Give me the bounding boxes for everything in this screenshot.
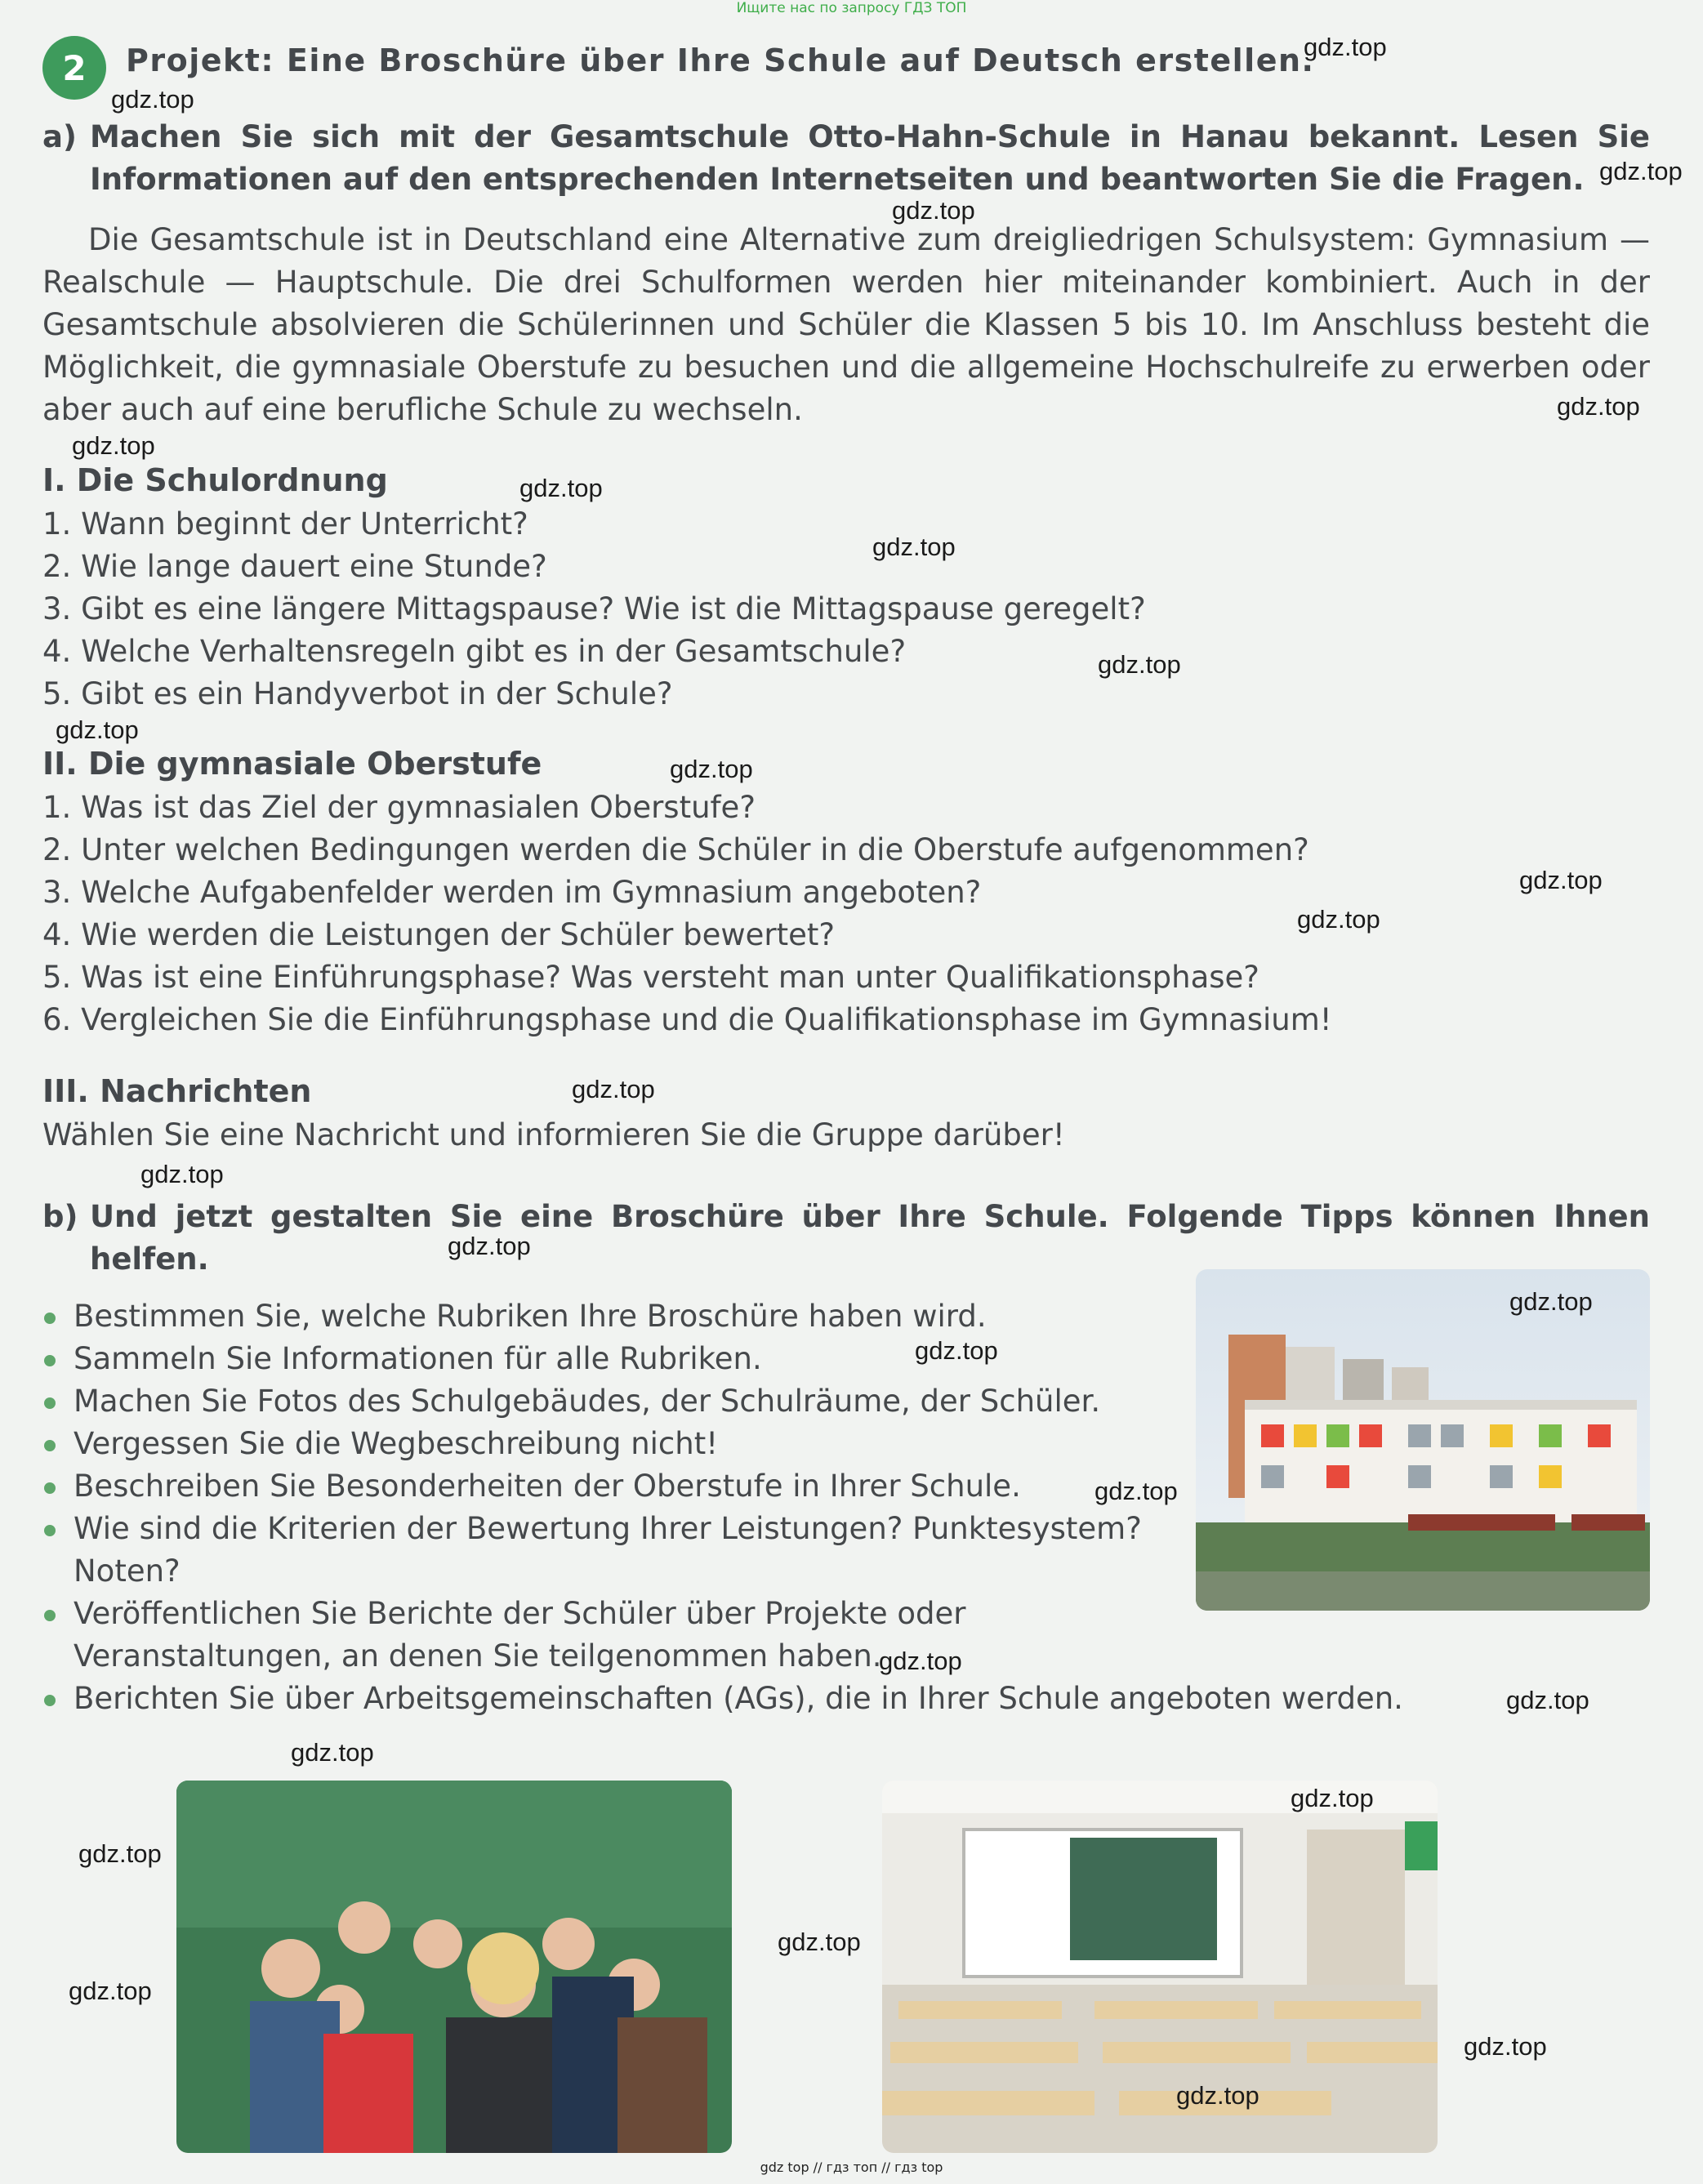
watermark: gdz.top bbox=[111, 85, 194, 114]
question-1-2: 2. Wie lange dauert eine Stunde? bbox=[42, 549, 547, 584]
intro-text: Die Gesamtschule ist in Deutschland eine Alternative zum dreigliedrigen Schulsystem: Gymnasium — Realschule — Hauptschule. Die drei Schulformen werden hier miteinander kombiniert. Auch in der Gesamtschule absolvieren die Schülerinnen und Schüler die Klassen 5 bis 10. Im Anschluss besteht die Möglichkeit, die gymnasiale Oberstufe zu besuchen und die allgemeine Hochschulreife zu erwerben oder aber auch auf eine berufliche Schule zu wechseln. bbox=[42, 222, 1650, 427]
task-a-label: a) bbox=[42, 119, 77, 154]
question-1-5: 5. Gibt es ein Handyverbot in der Schule? bbox=[42, 676, 673, 711]
watermark: gdz.top bbox=[1519, 866, 1603, 894]
task-b bbox=[42, 1196, 1650, 1281]
watermark: gdz.top bbox=[1098, 650, 1181, 679]
tip-item: Bestimmen Sie, welche Rubriken Ihre Broschüre haben wird. bbox=[42, 1295, 1145, 1338]
top-banner[interactable]: Ищите нас по запросу ГДЗ ТОП bbox=[736, 0, 967, 16]
watermark: gdz.top bbox=[915, 1336, 998, 1365]
section-heading-schulordnung: I. Die Schulordnung bbox=[42, 462, 388, 498]
section-heading-oberstufe: II. Die gymnasiale Oberstufe bbox=[42, 746, 542, 782]
watermark: gdz.top bbox=[69, 1977, 152, 2005]
watermark: gdz.top bbox=[778, 1928, 861, 1956]
question-2-6: 6. Vergleichen Sie die Einführungsphase und die Qualifikationsphase im Gymnasium! bbox=[42, 1002, 1332, 1037]
intro-paragraph bbox=[42, 219, 1650, 431]
watermark: gdz.top bbox=[72, 431, 155, 460]
watermark: gdz.top bbox=[1464, 2032, 1547, 2061]
watermark: gdz.top bbox=[670, 755, 753, 783]
watermark: gdz.top bbox=[519, 474, 603, 502]
watermark: gdz.top bbox=[872, 533, 956, 561]
question-2-4: 4. Wie werden die Leistungen der Schüler bewertet? bbox=[42, 917, 836, 952]
watermark: gdz.top bbox=[1304, 33, 1387, 61]
tip-item: Veröffentlichen Sie Berichte der Schüler über Projekte oder Veranstaltungen, an denen Sie teilgenommen haben. bbox=[42, 1593, 1145, 1678]
watermark: gdz.top bbox=[1176, 2081, 1259, 2110]
watermark: gdz.top bbox=[892, 196, 975, 225]
watermark: gdz.top bbox=[1557, 392, 1640, 421]
task-b-text: Und jetzt gestalten Sie eine Broschüre über Ihre Schule. Folgende Tipps können Ihnen helfen. bbox=[90, 1199, 1650, 1277]
tip-item: Berichten Sie über Arbeitsgemeinschaften (AGs), die in Ihrer Schule angeboten werden. bbox=[42, 1678, 1681, 1720]
task-b-label: b) bbox=[42, 1199, 78, 1234]
tip-item: Machen Sie Fotos des Schulgebäudes, der Schulräume, der Schüler. bbox=[42, 1380, 1145, 1423]
watermark: gdz.top bbox=[1297, 905, 1380, 934]
question-2-3: 3. Welche Aufgabenfelder werden im Gymnasium angeboten? bbox=[42, 875, 982, 910]
tip-item: Vergessen Sie die Wegbeschreibung nicht! bbox=[42, 1423, 1145, 1465]
tip-item: Wie sind die Kriterien der Bewertung Ihrer Leistungen? Punktesystem? Noten? bbox=[42, 1508, 1145, 1593]
watermark: gdz.top bbox=[291, 1738, 374, 1767]
exercise-number-badge: 2 bbox=[42, 36, 106, 100]
question-1-1: 1. Wann beginnt der Unterricht? bbox=[42, 506, 528, 542]
exercise-title: Projekt: Eine Broschüre über Ihre Schule auf Deutsch erstellen. bbox=[126, 42, 1315, 78]
watermark: gdz.top bbox=[1509, 1287, 1593, 1316]
section-heading-nachrichten: III. Nachrichten bbox=[42, 1073, 312, 1109]
classroom-photo bbox=[882, 1781, 1438, 2153]
footer-link[interactable]: gdz top // гдз топ // гдз top bbox=[760, 2159, 943, 2175]
tip-item: Sammeln Sie Informationen für alle Rubriken. bbox=[42, 1338, 1145, 1380]
watermark: gdz.top bbox=[1599, 157, 1683, 185]
watermark: gdz.top bbox=[140, 1160, 224, 1188]
watermark: gdz.top bbox=[1291, 1784, 1374, 1812]
watermark: gdz.top bbox=[1506, 1686, 1589, 1714]
tip-item: Beschreiben Sie Besonderheiten der Oberstufe in Ihrer Schule. bbox=[42, 1465, 1145, 1508]
question-1-3: 3. Gibt es eine längere Mittagspause? Wie ist die Mittagspause geregelt? bbox=[42, 591, 1146, 626]
question-1-4: 4. Welche Verhaltensregeln gibt es in der Gesamtschule? bbox=[42, 634, 907, 669]
nachrichten-text: Wählen Sie eine Nachricht und informieren Sie die Gruppe darüber! bbox=[42, 1117, 1065, 1152]
question-2-2: 2. Unter welchen Bedingungen werden die Schüler in die Oberstufe aufgenommen? bbox=[42, 832, 1309, 867]
task-a bbox=[42, 116, 1650, 201]
watermark: gdz.top bbox=[56, 715, 139, 744]
watermark: gdz.top bbox=[1094, 1477, 1178, 1505]
watermark: gdz.top bbox=[78, 1839, 162, 1868]
watermark: gdz.top bbox=[879, 1647, 962, 1675]
watermark: gdz.top bbox=[448, 1232, 531, 1260]
question-2-5: 5. Was ist eine Einführungsphase? Was versteht man unter Qualifikationsphase? bbox=[42, 960, 1259, 995]
task-a-text: Machen Sie sich mit der Gesamtschule Otto-Hahn-Schule in Hanau bekannt. Lesen Sie Informationen auf den entsprechenden Internetseiten und beantworten Sie die Fragen. bbox=[90, 119, 1650, 197]
school-building-photo bbox=[1196, 1269, 1650, 1611]
students-photo bbox=[176, 1781, 732, 2153]
question-2-1: 1. Was ist das Ziel der gymnasialen Oberstufe? bbox=[42, 790, 756, 825]
watermark: gdz.top bbox=[572, 1075, 655, 1103]
